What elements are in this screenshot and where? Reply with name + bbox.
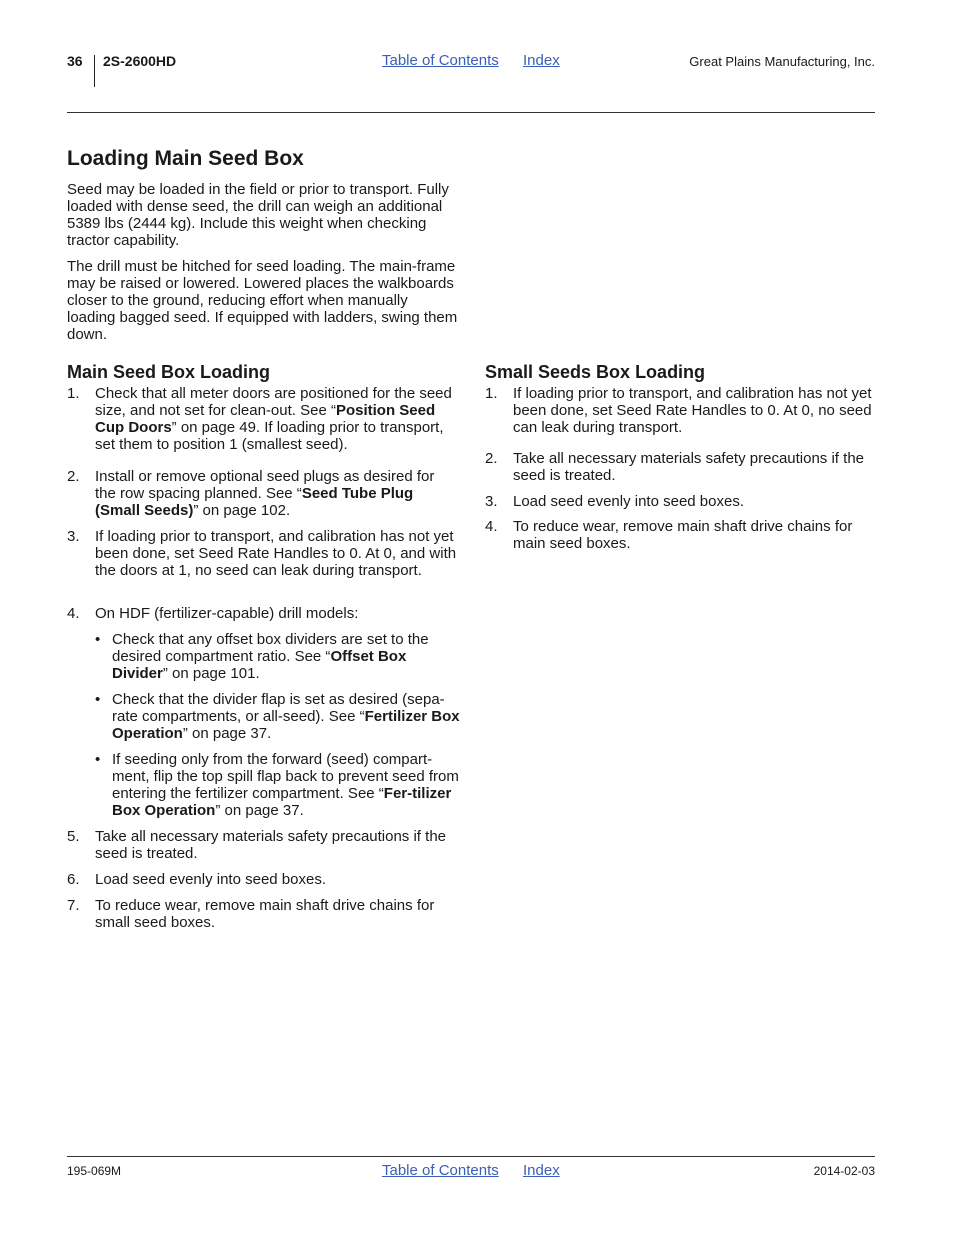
bullet-text: Check that the divider flap is set as desired (sepa-rate compartments, or all-seed). See “Fertilizer Box Operation” on page 37. [112,691,460,742]
step-number: 5. [67,828,80,845]
step-number: 7. [67,897,80,914]
step-number: 2. [67,468,80,485]
footer-rule [67,1156,875,1157]
bullet-dot: • [95,691,101,708]
small-loading-heading: Small Seeds Box Loading [485,362,706,382]
bullet-dot: • [95,751,101,768]
doc-number: 195-069M [67,1164,122,1178]
bullet-text: If seeding only from the forward (seed) compart-ment, flip the top spill flap back to prevent seed from entering the fertilizer compartment. See “Fer-tilizer Box Operation” on page 37. [112,751,459,819]
main-loading-heading: Main Seed Box Loading [67,362,271,382]
step-number: 3. [485,493,498,510]
step-text: Install or remove optional seed plugs as desired for the row spacing planned. See “Seed Tube Plug (Small Seeds)” on page 102. [95,468,435,519]
step-text: If loading prior to transport, and calibration has not yet been done, set Seed Rate Handles to 0. At 0, and with the doors at 1, no seed can leak during transport. [95,528,457,579]
page-number: 36 [67,53,83,69]
footer-toc-link[interactable]: Table of Contents [382,1162,499,1179]
cross-reference: Seed Tube Plug (Small Seeds) [95,485,414,519]
step-text: Take all necessary materials safety precautions if the seed is treated. [95,828,446,862]
step-text: Load seed evenly into seed boxes. [513,493,744,510]
model-name: 2S-2600HD [103,53,177,69]
bullet-dot: • [95,631,101,648]
footer-index-link[interactable]: Index [523,1162,560,1179]
step-number: 1. [485,385,498,402]
intro-paragraph-2: The drill must be hitched for seed loading. The main-frame may be raised or lowered. Lowered places the walkboards closer to the ground, reducing effort when manually loading bagged seed. If equipped with ladders, swing them down. [67,258,458,343]
step-text: If loading prior to transport, and calibration has not yet been done, set Seed Rate Handles to 0. At 0, no seed can leak during transport. [513,385,872,436]
step-number: 6. [67,871,80,888]
publication-date: 2014-02-03 [813,1164,875,1178]
step-number: 4. [67,605,80,622]
intro-paragraph-1: Seed may be loaded in the field or prior to transport. Fully loaded with dense seed, the drill can weigh an additional 5389 lbs (2444 kg). Include this weight when checking tractor capability. [67,181,449,249]
cross-reference: Offset Box Divider [112,648,407,682]
step-text: On HDF (fertilizer-capable) drill models: [95,605,359,622]
step-number: 3. [67,528,80,545]
step-number: 4. [485,518,498,535]
step-text: Load seed evenly into seed boxes. [95,871,326,888]
cross-reference: Fertilizer Box Operation [112,708,460,742]
step-text: To reduce wear, remove main shaft drive chains for small seed boxes. [95,897,435,931]
step-number: 2. [485,450,498,467]
header-divider [94,55,95,87]
section-title: Loading Main Seed Box [67,147,304,170]
header-index-link[interactable]: Index [523,52,560,69]
company-name: Great Plains Manufacturing, Inc. [689,54,875,69]
step-text: To reduce wear, remove main shaft drive chains for main seed boxes. [513,518,853,552]
step-number: 1. [67,385,80,402]
step-text: Check that all meter doors are positioned for the seed size, and not set for clean-out. See “Position Seed Cup Doors” on page 49. If loading prior to transport, set them to position 1 (smallest seed). [95,385,452,453]
header-toc-link[interactable]: Table of Contents [382,52,499,69]
bullet-text: Check that any offset box dividers are set to the desired compartment ratio. See “Offset Box Divider” on page 101. [112,631,429,682]
cross-reference: Position Seed Cup Doors [95,402,436,436]
step-text: Take all necessary materials safety precautions if the seed is treated. [513,450,864,484]
header-rule [67,112,875,113]
cross-reference: Fer-tilizer Box Operation [112,785,452,819]
